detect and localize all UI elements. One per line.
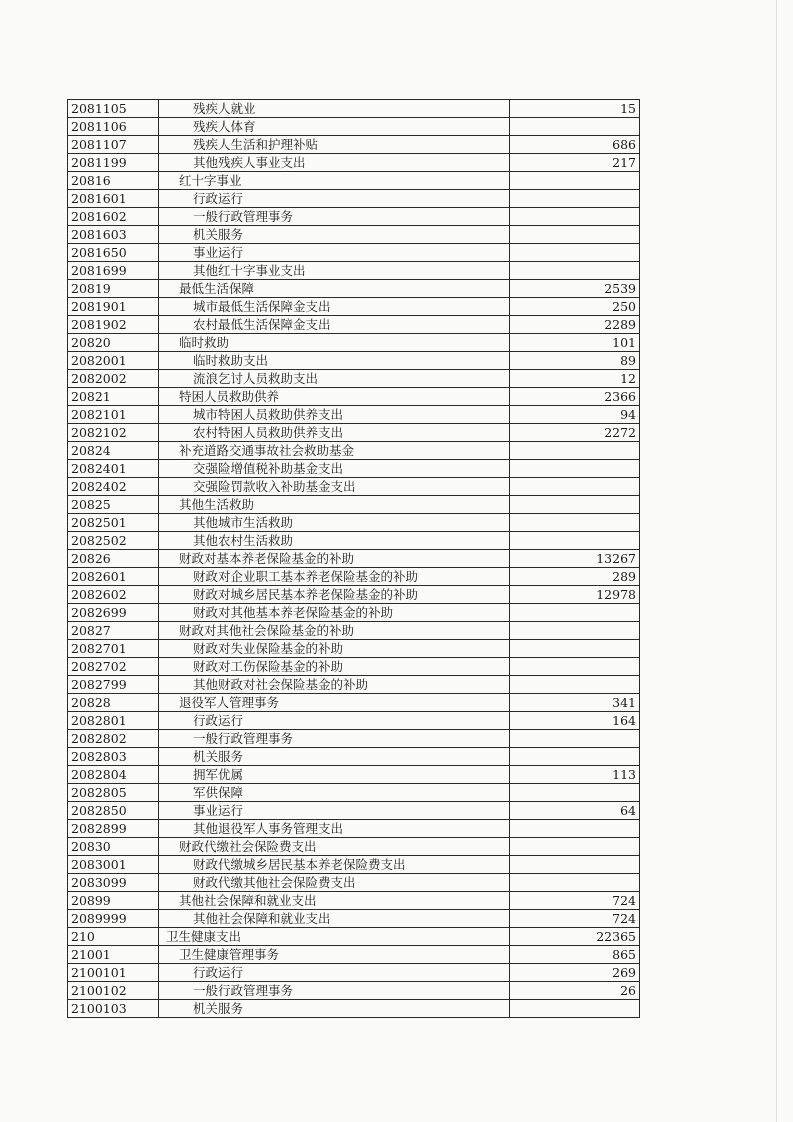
- subject-code: 2082801: [68, 712, 159, 730]
- subject-code: 20819: [68, 280, 159, 298]
- table-row: [68, 388, 640, 406]
- subject-code: 2082502: [68, 532, 159, 550]
- subject-name: 补充道路交通事故社会救助基金: [159, 442, 510, 460]
- subject-code: 20830: [68, 838, 159, 856]
- table-row: [68, 460, 640, 478]
- amount: 113: [510, 766, 640, 784]
- subject-name: 特困人员救助供养: [159, 388, 510, 406]
- subject-code: 20820: [68, 334, 159, 352]
- subject-name: 农村最低生活保障金支出: [159, 316, 510, 334]
- table-row: [68, 874, 640, 892]
- amount: [510, 784, 640, 802]
- table-row: [68, 442, 640, 460]
- subject-name: 一般行政管理事务: [159, 208, 510, 226]
- amount: 269: [510, 964, 640, 982]
- subject-name: 卫生健康管理事务: [159, 946, 510, 964]
- subject-name: 财政对失业保险基金的补助: [159, 640, 510, 658]
- amount: 341: [510, 694, 640, 712]
- subject-code: 2081601: [68, 190, 159, 208]
- amount: [510, 856, 640, 874]
- subject-code: 210: [68, 928, 159, 946]
- subject-code: 2082002: [68, 370, 159, 388]
- table-row: [68, 910, 640, 928]
- subject-code: 20816: [68, 172, 159, 190]
- amount: 2289: [510, 316, 640, 334]
- subject-name: 最低生活保障: [159, 280, 510, 298]
- table-row: [68, 532, 640, 550]
- subject-code: 20828: [68, 694, 159, 712]
- table-row: [68, 892, 640, 910]
- subject-code: 2100102: [68, 982, 159, 1000]
- amount: 250: [510, 298, 640, 316]
- amount: [510, 874, 640, 892]
- amount: [510, 244, 640, 262]
- subject-code: 2081106: [68, 118, 159, 136]
- subject-name: 其他社会保障和就业支出: [159, 892, 510, 910]
- subject-code: 20899: [68, 892, 159, 910]
- table-row: [68, 208, 640, 226]
- subject-name: 机关服务: [159, 226, 510, 244]
- subject-code: 2082101: [68, 406, 159, 424]
- amount: [510, 730, 640, 748]
- subject-code: 2081602: [68, 208, 159, 226]
- amount: [510, 208, 640, 226]
- amount: [510, 118, 640, 136]
- subject-name: 其他社会保障和就业支出: [159, 910, 510, 928]
- subject-code: 2081901: [68, 298, 159, 316]
- table-row: [68, 100, 640, 118]
- budget-table-container: [67, 99, 640, 1018]
- subject-code: 20826: [68, 550, 159, 568]
- table-row: [68, 226, 640, 244]
- amount: [510, 676, 640, 694]
- table-row: [68, 316, 640, 334]
- subject-name: 退役军人管理事务: [159, 694, 510, 712]
- table-row: [68, 982, 640, 1000]
- subject-code: 2082701: [68, 640, 159, 658]
- amount: [510, 622, 640, 640]
- subject-name: 机关服务: [159, 1000, 510, 1018]
- table-row: [68, 1000, 640, 1018]
- subject-code: 2082102: [68, 424, 159, 442]
- amount: 94: [510, 406, 640, 424]
- subject-name: 一般行政管理事务: [159, 982, 510, 1000]
- subject-code: 2081199: [68, 154, 159, 172]
- table-row: [68, 640, 640, 658]
- subject-name: 城市最低生活保障金支出: [159, 298, 510, 316]
- budget-table-body: [68, 100, 640, 1018]
- subject-code: 21001: [68, 946, 159, 964]
- subject-name: 财政对企业职工基本养老保险基金的补助: [159, 568, 510, 586]
- subject-name: 事业运行: [159, 244, 510, 262]
- table-row: [68, 190, 640, 208]
- subject-name: 其他残疾人事业支出: [159, 154, 510, 172]
- subject-name: 财政对其他基本养老保险基金的补助: [159, 604, 510, 622]
- table-row: [68, 298, 640, 316]
- subject-name: 农村特困人员救助供养支出: [159, 424, 510, 442]
- subject-code: 2081105: [68, 100, 159, 118]
- amount: 686: [510, 136, 640, 154]
- amount: 724: [510, 910, 640, 928]
- table-row: [68, 568, 640, 586]
- table-row: [68, 334, 640, 352]
- subject-code: 2082804: [68, 766, 159, 784]
- subject-name: 交强险增值税补助基金支出: [159, 460, 510, 478]
- subject-name: 行政运行: [159, 964, 510, 982]
- amount: [510, 172, 640, 190]
- subject-name: 残疾人就业: [159, 100, 510, 118]
- amount: 724: [510, 892, 640, 910]
- subject-name: 机关服务: [159, 748, 510, 766]
- amount: [510, 658, 640, 676]
- subject-code: 2082850: [68, 802, 159, 820]
- table-row: [68, 856, 640, 874]
- amount: [510, 226, 640, 244]
- subject-name: 卫生健康支出: [159, 928, 510, 946]
- amount: [510, 838, 640, 856]
- table-row: [68, 604, 640, 622]
- subject-code: 2081902: [68, 316, 159, 334]
- table-row: [68, 838, 640, 856]
- amount: [510, 1000, 640, 1018]
- subject-code: 2082805: [68, 784, 159, 802]
- table-row: [68, 280, 640, 298]
- subject-name: 一般行政管理事务: [159, 730, 510, 748]
- amount: 2366: [510, 388, 640, 406]
- subject-name: 行政运行: [159, 712, 510, 730]
- subject-name: 财政代缴城乡居民基本养老保险费支出: [159, 856, 510, 874]
- subject-name: 行政运行: [159, 190, 510, 208]
- subject-code: 20821: [68, 388, 159, 406]
- amount: [510, 460, 640, 478]
- table-row: [68, 262, 640, 280]
- subject-code: 2082702: [68, 658, 159, 676]
- table-row: [68, 676, 640, 694]
- amount: 64: [510, 802, 640, 820]
- subject-code: 2082501: [68, 514, 159, 532]
- subject-name: 财政代缴其他社会保险费支出: [159, 874, 510, 892]
- table-row: [68, 352, 640, 370]
- subject-name: 财政对工伤保险基金的补助: [159, 658, 510, 676]
- table-row: [68, 136, 640, 154]
- subject-name: 拥军优属: [159, 766, 510, 784]
- subject-name: 交强险罚款收入补助基金支出: [159, 478, 510, 496]
- table-row: [68, 766, 640, 784]
- table-row: [68, 118, 640, 136]
- table-row: [68, 964, 640, 982]
- amount: 12978: [510, 586, 640, 604]
- table-row: [68, 496, 640, 514]
- subject-name: 其他农村生活救助: [159, 532, 510, 550]
- amount: [510, 190, 640, 208]
- table-row: [68, 802, 640, 820]
- table-row: [68, 622, 640, 640]
- amount: [510, 532, 640, 550]
- subject-code: 2100103: [68, 1000, 159, 1018]
- page-edge-shadow: [776, 0, 777, 1122]
- subject-name: 其他财政对社会保险基金的补助: [159, 676, 510, 694]
- budget-expenditure-table: [67, 99, 640, 1018]
- table-row: [68, 928, 640, 946]
- subject-name: 财政对其他社会保险基金的补助: [159, 622, 510, 640]
- table-row: [68, 712, 640, 730]
- table-row: [68, 658, 640, 676]
- amount: 2539: [510, 280, 640, 298]
- table-row: [68, 586, 640, 604]
- amount: 22365: [510, 928, 640, 946]
- amount: [510, 748, 640, 766]
- subject-name: 临时救助: [159, 334, 510, 352]
- table-row: [68, 424, 640, 442]
- subject-name: 红十字事业: [159, 172, 510, 190]
- table-row: [68, 154, 640, 172]
- table-row: [68, 730, 640, 748]
- subject-code: 2082699: [68, 604, 159, 622]
- subject-code: 2081650: [68, 244, 159, 262]
- subject-name: 其他生活救助: [159, 496, 510, 514]
- table-row: [68, 478, 640, 496]
- subject-name: 其他红十字事业支出: [159, 262, 510, 280]
- subject-name: 其他城市生活救助: [159, 514, 510, 532]
- amount: 101: [510, 334, 640, 352]
- subject-name: 城市特困人员救助供养支出: [159, 406, 510, 424]
- amount: [510, 478, 640, 496]
- amount: 12: [510, 370, 640, 388]
- subject-code: 2082803: [68, 748, 159, 766]
- subject-code: 2082601: [68, 568, 159, 586]
- subject-code: 2083099: [68, 874, 159, 892]
- table-row: [68, 172, 640, 190]
- subject-code: 2082001: [68, 352, 159, 370]
- subject-code: 2082899: [68, 820, 159, 838]
- table-row: [68, 244, 640, 262]
- amount: 15: [510, 100, 640, 118]
- amount: [510, 514, 640, 532]
- subject-name: 残疾人生活和护理补贴: [159, 136, 510, 154]
- table-row: [68, 550, 640, 568]
- subject-code: 2081603: [68, 226, 159, 244]
- amount: [510, 604, 640, 622]
- table-row: [68, 370, 640, 388]
- subject-name: 其他退役军人事务管理支出: [159, 820, 510, 838]
- subject-code: 2081699: [68, 262, 159, 280]
- subject-code: 20825: [68, 496, 159, 514]
- subject-code: 20824: [68, 442, 159, 460]
- subject-name: 临时救助支出: [159, 352, 510, 370]
- subject-name: 财政对基本养老保险基金的补助: [159, 550, 510, 568]
- subject-code: 2100101: [68, 964, 159, 982]
- amount: 89: [510, 352, 640, 370]
- table-row: [68, 784, 640, 802]
- amount: 865: [510, 946, 640, 964]
- subject-code: 2082401: [68, 460, 159, 478]
- amount: 13267: [510, 550, 640, 568]
- table-row: [68, 748, 640, 766]
- table-row: [68, 694, 640, 712]
- subject-code: 2082799: [68, 676, 159, 694]
- subject-code: 2083001: [68, 856, 159, 874]
- subject-code: 2081107: [68, 136, 159, 154]
- amount: 2272: [510, 424, 640, 442]
- subject-name: 事业运行: [159, 802, 510, 820]
- subject-code: 2082602: [68, 586, 159, 604]
- amount: 217: [510, 154, 640, 172]
- table-row: [68, 820, 640, 838]
- amount: [510, 262, 640, 280]
- subject-name: 流浪乞讨人员救助支出: [159, 370, 510, 388]
- amount: 289: [510, 568, 640, 586]
- amount: [510, 640, 640, 658]
- amount: [510, 496, 640, 514]
- table-row: [68, 514, 640, 532]
- amount: [510, 442, 640, 460]
- amount: 164: [510, 712, 640, 730]
- subject-name: 残疾人体育: [159, 118, 510, 136]
- subject-code: 20827: [68, 622, 159, 640]
- subject-name: 军供保障: [159, 784, 510, 802]
- subject-name: 财政对城乡居民基本养老保险基金的补助: [159, 586, 510, 604]
- subject-code: 2082802: [68, 730, 159, 748]
- table-row: [68, 946, 640, 964]
- amount: 26: [510, 982, 640, 1000]
- subject-code: 2089999: [68, 910, 159, 928]
- subject-name: 财政代缴社会保险费支出: [159, 838, 510, 856]
- subject-code: 2082402: [68, 478, 159, 496]
- amount: [510, 820, 640, 838]
- table-row: [68, 406, 640, 424]
